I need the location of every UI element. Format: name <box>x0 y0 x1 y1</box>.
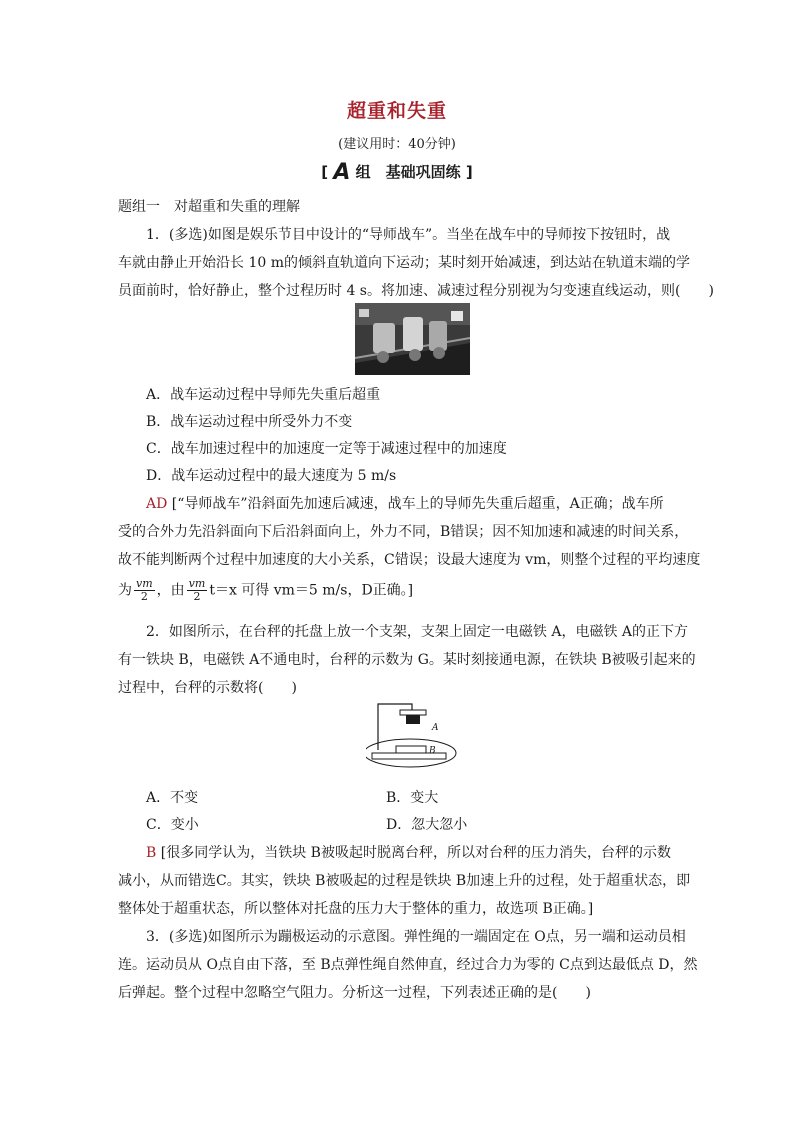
q1-explanation-line-1 <box>146 494 664 514</box>
q2-explanation-line-1 <box>146 843 671 863</box>
q2-line-3: 过程中，台秤的示数将( ) <box>118 680 297 696</box>
q1-explanation-line-3: 故不能判断两个过程中加速度的大小关系，C错误；设最大速度为 vm，则整个过程的平均速度 <box>118 552 701 568</box>
iron-label-b: B <box>429 746 436 756</box>
q3-line-3: 后弹起。整个过程中忽略空气阻力。分析这一过程，下列表述正确的是( ) <box>118 985 591 1001</box>
q2-option-b: B．变大 <box>386 790 439 806</box>
q2-option-c: C．变小 <box>146 817 199 833</box>
chariot-photo-graphic <box>355 303 470 375</box>
formula-suffix: t＝x 可得 vm＝5 m/s，D正确。] <box>209 582 414 599</box>
q1-formula-line <box>118 578 413 603</box>
group-bracket-open: [ <box>321 163 329 181</box>
q3-line-2: 连。运动员从 O点自由下落，至 B点弹性绳自然伸直，经过合力为零的 C点到达最低点 D，然 <box>118 957 698 973</box>
q1-option-c: C．战车加速过程中的加速度一定等于减速过程中的加速度 <box>146 441 507 457</box>
scale-magnet-graphic <box>366 700 468 772</box>
page-title: 超重和失重 <box>346 100 447 122</box>
q2-option-d: D．忽大忽小 <box>386 817 468 833</box>
group-label: 组 基础巩固练 <box>355 163 461 181</box>
formula-prefix: 为 <box>118 582 132 599</box>
group-heading <box>0 160 794 185</box>
fraction-vm-over-2-second <box>187 578 208 603</box>
q2-explanation-line-3: 整体处于超重状态，所以整体对托盘的压力大于整体的重力，故选项 B正确。] <box>118 901 594 917</box>
group-bracket-close: ] <box>465 163 473 181</box>
fraction-denominator: 2 <box>140 590 148 603</box>
formula-mid: ，由 <box>156 582 185 599</box>
q3-line-1: 3．(多选)如图所示为蹦极运动的示意图。弹性绳的一端固定在 O点，另一端和运动员相 <box>146 929 686 945</box>
q2-explanation-text-1: [很多同学认为，当铁块 B被吸起时脱离台秤，所以对台秤的压力消失，台秤的示数 <box>160 845 671 861</box>
q1-explanation-text-1: [“导师战车”沿斜面先加速后减速，战车上的导师先失重后超重，A正确；战车所 <box>171 496 664 512</box>
q2-line-2: 有一铁块 B，电磁铁 A不通电时，台秤的示数为 G。某时刻接通电源，在铁块 B被吸引起来的 <box>118 652 696 668</box>
fraction-denominator-2: 2 <box>193 590 201 603</box>
topic-heading: 题组一 对超重和失重的理解 <box>118 199 300 215</box>
q1-line-1: 1．(多选)如图是娱乐节目中设计的“导师战车”。当坐在战车中的导师按下按钮时，战 <box>146 227 671 243</box>
fraction-numerator-2: vm <box>188 577 206 590</box>
q2-line-1: 2．如图所示，在台秤的托盘上放一个支架，支架上固定一电磁铁 A，电磁铁 A的正下方 <box>146 624 689 640</box>
group-letter: A <box>333 160 351 185</box>
q1-explanation-line-2: 受的合外力先沿斜面向下后沿斜面向上，外力不同，B错误；因不知加速和减速的时间关系， <box>118 524 689 540</box>
magnet-label-a: A <box>432 723 439 733</box>
q2-answer-key: B <box>146 845 157 861</box>
suggested-time: (建议用时：40分钟) <box>338 137 456 152</box>
chariot-photo <box>355 303 470 375</box>
scale-magnet-diagram <box>366 700 468 776</box>
fraction-vm-over-2 <box>134 578 155 603</box>
q1-line-2: 车就由静止开始沿长 10 m的倾斜直轨道向下运动；某时刻开始减速，到达站在轨道末端的学 <box>118 255 690 271</box>
q1-option-d: D．战车运动过程中的最大速度为 5 m/s <box>146 468 397 484</box>
q2-explanation-line-2: 减小，从而错选C。其实，铁块 B被吸起的过程是铁块 B加速上升的过程，处于超重状态，即 <box>118 873 691 889</box>
fraction-numerator: vm <box>136 577 153 590</box>
q1-line-3: 员面前时，恰好静止，整个过程历时 4 s。将加速、减速过程分别视为匀变速直线运动，则( ) <box>118 283 714 299</box>
q1-option-b: B．战车运动过程中所受外力不变 <box>146 414 353 430</box>
q1-option-a: A．战车运动过程中导师先失重后超重 <box>146 387 381 403</box>
q2-option-a: A．不变 <box>146 790 199 806</box>
q1-answer-key: AD <box>146 496 168 512</box>
